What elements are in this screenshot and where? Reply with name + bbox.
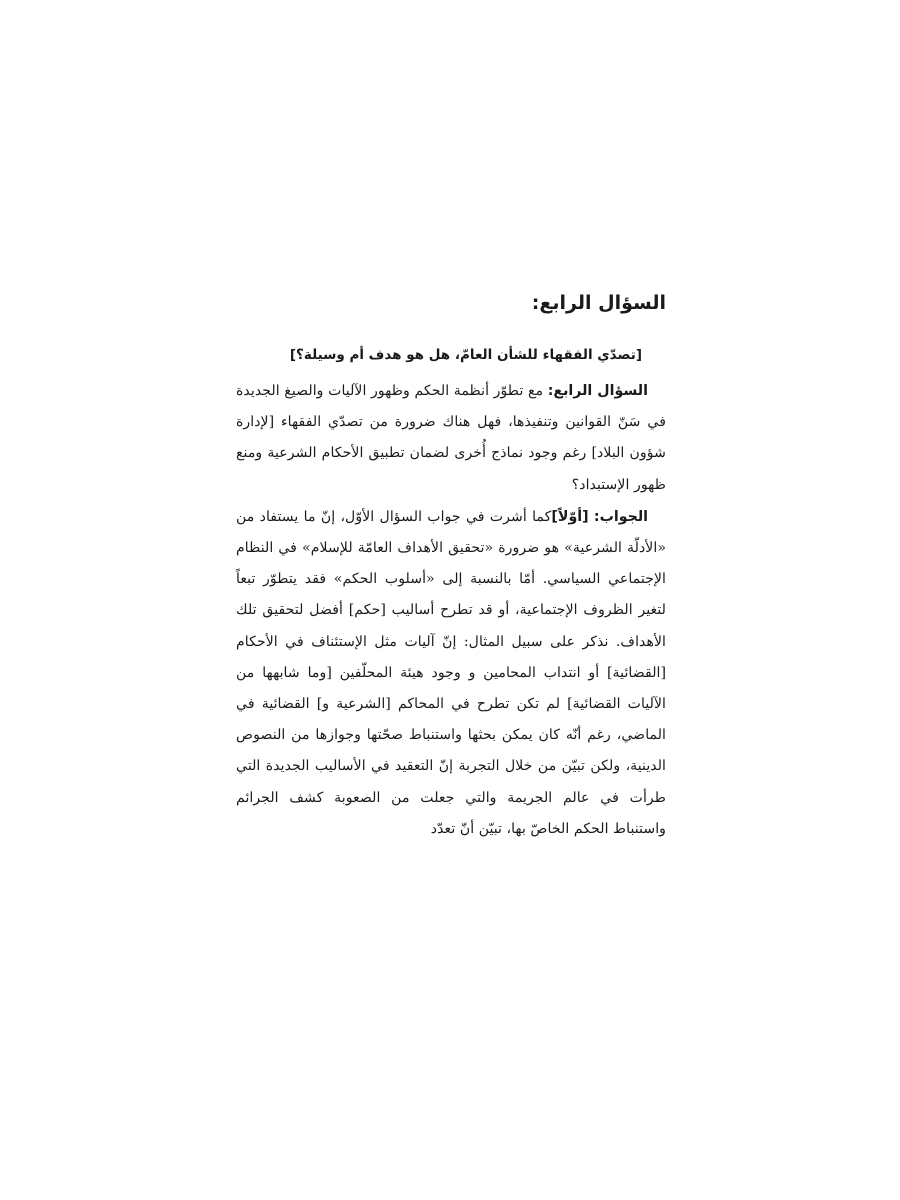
- document-page: [236, 288, 666, 845]
- question-lead: السؤال الرابع:: [547, 383, 648, 399]
- section-subheading: [تصدّي الفقهاء للشأن العامّ، هل هو هدف أم وسيلة؟]: [289, 347, 642, 363]
- answer-marker: [أوّلاً]: [551, 508, 589, 525]
- section-heading: السؤال الرابع:: [531, 292, 666, 314]
- answer-paragraph: [236, 502, 666, 845]
- answer-text: كما أشرت في جواب السؤال الأوّل، إنّ ما يستفاد من «الأدلّة الشرعية» هو ضرورة «تحقيق الأهداف العامّة للإسلام» في النظام الإجتماعي السياسي. أمّا بالنسبة إلى «أسلوب الحكم» فقد يتطوّر تبعاً لتغير الظروف الإجتماعية، أو قد تطرح أساليب [حكم] أفضل لتحقيق تلك الأهداف. نذكر على سبيل المثال: إنّ آليات مثل الإستئناف في الأحكام [القضائية] أو انتداب المحامين و وجود هيئة المحلّفين [وما شابهها من الآليات القضائية] لم تكن تطرح في المحاكم [الشرعية و] القضائية في الماضي، رغم أنّه كان يمكن بحثها واستنباط صحّتها وجوازها من النصوص الدينية، ولكن تبيّن من خلال التجربة إنّ التعقيد في الأساليب الجديدة التي طرأت في عالم الجريمة والتي جعلت من الصعوبة كشف الجرائم واستنباط الحكم الخاصّ بها، تبيّن أنّ تعدّد: [236, 508, 666, 837]
- question-text: مع تطوّر أنظمة الحكم وظهور الآليات والصيغ الجديدة في سَنّ القوانين وتنفيذها، فهل هناك ضرورة من تصدّي الفقهاء [لإدارة شؤون البلاد] رغم وجود نماذج أُخرى لضمان تطبيق الأحكام الشرعية ومنع ظهور الإستبداد؟: [236, 383, 666, 493]
- answer-lead: الجواب:: [593, 508, 649, 525]
- question-paragraph: [236, 376, 666, 501]
